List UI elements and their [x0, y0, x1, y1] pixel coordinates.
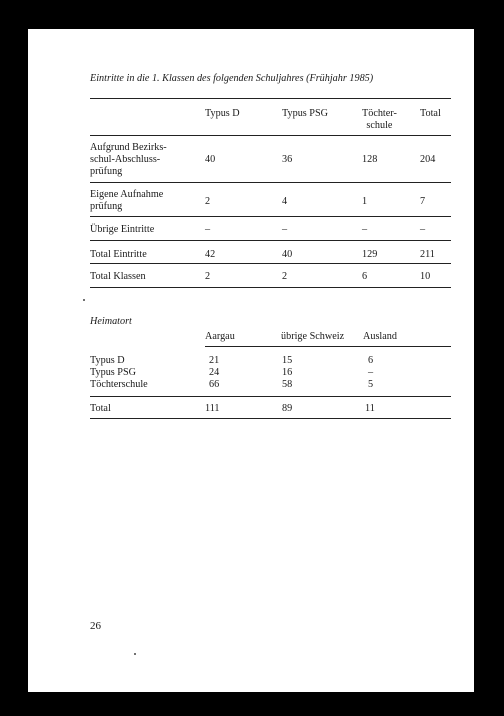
table1-row-rule [90, 182, 451, 183]
table1-cell: 40 [205, 154, 216, 165]
table2-cell: 66 [209, 379, 220, 390]
table2-row-label: Typus D [90, 355, 125, 366]
table2-cell: 21 [209, 355, 220, 366]
table1-bottom-rule [90, 287, 451, 288]
scan-speck [134, 653, 136, 655]
table2-cell: – [368, 367, 374, 378]
document-page [28, 29, 474, 692]
table1-cell: 6 [362, 271, 368, 282]
table1-row-label: Aufgrund Bezirks- schul-Abschluss- prüfung [90, 142, 167, 177]
table1-header-typus-psg: Typus PSG [282, 108, 328, 119]
table1-top-rule [90, 98, 451, 99]
table1-row-label: Total Eintritte [90, 249, 147, 260]
table2-cell: 24 [209, 367, 220, 378]
table1-row-rule [90, 216, 451, 217]
table2-header-ausland: Ausland [363, 331, 397, 342]
table1-row-rule [90, 240, 451, 241]
table1-cell: 2 [282, 271, 288, 282]
table2-row-label: Töchterschule [90, 379, 148, 390]
table1-cell: 2 [205, 196, 211, 207]
table2-caption: Heimatort [90, 316, 132, 327]
table2-total-cell: 89 [282, 403, 293, 414]
scan-speck [83, 299, 85, 301]
table2-cell: 58 [282, 379, 293, 390]
table1-row-label: Übrige Eintritte [90, 224, 155, 235]
table1-cell: 40 [282, 249, 293, 260]
table2-total-cell: 111 [205, 403, 220, 414]
table2-cell: 5 [368, 379, 374, 390]
table1-cell: 36 [282, 154, 293, 165]
table2-total-cell: 11 [365, 403, 375, 414]
table1-cell: 1 [362, 196, 368, 207]
table1-header-typus-d: Typus D [205, 108, 240, 119]
table1-cell: 7 [420, 196, 426, 207]
table1-cell: 128 [362, 154, 378, 165]
table2-total-label: Total [90, 403, 111, 414]
table1-header-total: Total [420, 108, 441, 119]
table1-row-label: Total Klassen [90, 271, 146, 282]
table1-cell: 204 [420, 154, 436, 165]
table1-row-label: Eigene Aufnahme prüfung [90, 189, 164, 212]
table1-cell: – [205, 224, 211, 235]
table1-cell: 2 [205, 271, 211, 282]
table1-cell: – [282, 224, 288, 235]
table1-cell: 211 [420, 249, 435, 260]
table1-cell: – [362, 224, 368, 235]
table2-row-label: Typus PSG [90, 367, 136, 378]
table1-caption: Eintritte in die 1. Klassen des folgenden Schuljahres (Frühjahr 1985) [90, 73, 374, 84]
table2-cell: 16 [282, 367, 293, 378]
table2-cell: 15 [282, 355, 293, 366]
table1-cell: 42 [205, 249, 216, 260]
table1-cell: – [420, 224, 426, 235]
table1-cell: 10 [420, 271, 431, 282]
page-number: 26 [90, 620, 101, 632]
table2-header-rule [205, 346, 451, 347]
table1-header-toechterschule: Töchter- schule [362, 108, 397, 131]
table2-header-aargau: Aargau [205, 331, 235, 342]
table1-cell: 4 [282, 196, 288, 207]
table1-cell: 129 [362, 249, 378, 260]
table2-header-uebrige-schweiz: übrige Schweiz [281, 331, 345, 342]
table1-header-rule [90, 135, 451, 136]
table2-cell: 6 [368, 355, 374, 366]
table2-bottom-rule [90, 418, 451, 419]
table1-row-rule [90, 263, 451, 264]
table2-total-rule [90, 396, 451, 397]
